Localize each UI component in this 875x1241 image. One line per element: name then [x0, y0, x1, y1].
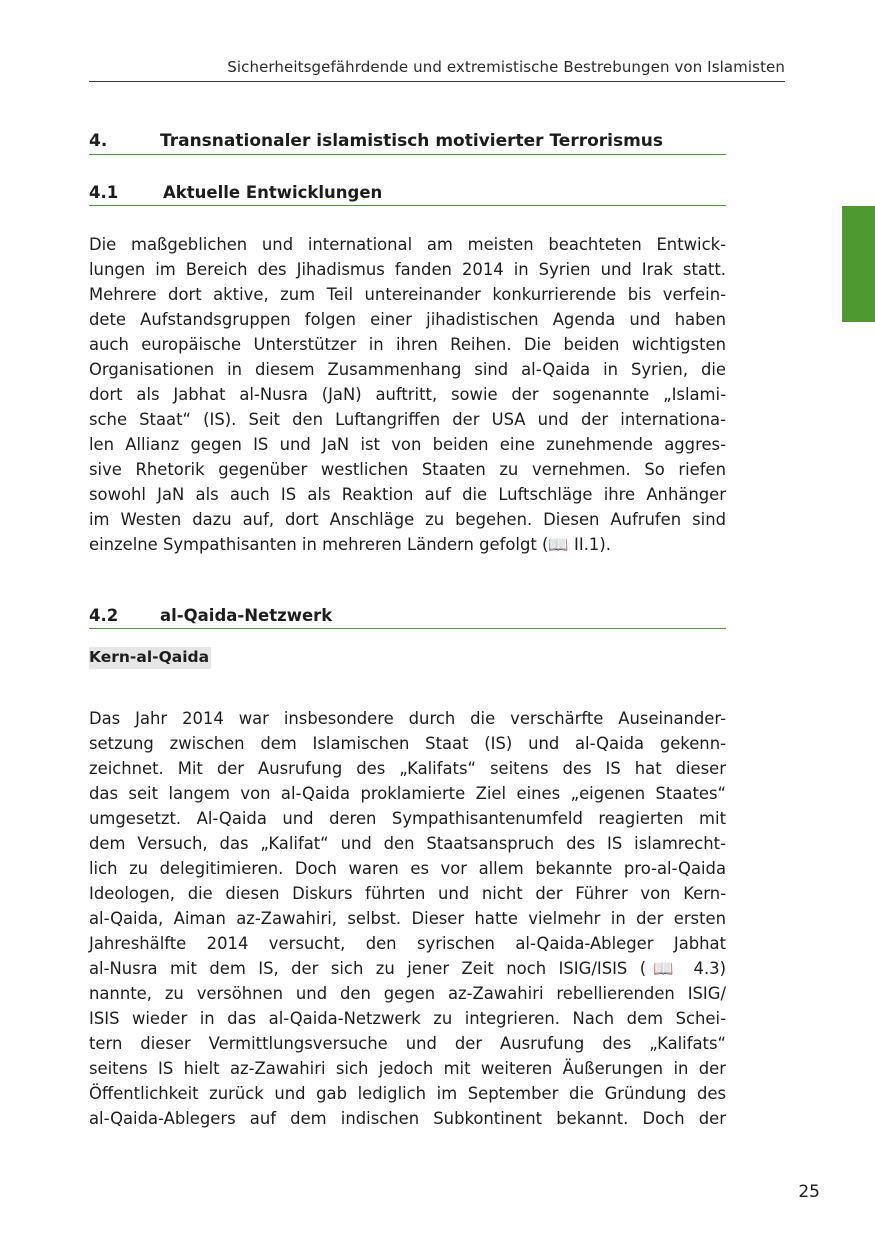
text-line: auch europäische Unterstützer in ihren Reihen. Die beiden wichtigsten: [89, 335, 726, 354]
text-line: Organisationen in diesem Zusammenhang sind al-Qaida in Syrien, die: [89, 360, 726, 379]
text-line: al-Nusra mit dem IS, der sich zu jener Zeit noch ISIG/ISIS (📖 4.3): [89, 959, 726, 978]
text-line: Jahreshälfte 2014 versucht, den syrischen al-Qaida-Ableger Jabhat: [89, 934, 726, 953]
text-line: tern dieser Vermittlungsversuche und der Ausrufung des „Kalifats“: [89, 1034, 726, 1053]
paragraph-aktuelle-entwicklungen: [89, 232, 726, 557]
text-line: Ideologen, die diesen Diskurs führten und nicht der Führer von Kern-: [89, 884, 726, 903]
text-line: Die maßgeblichen und international am meisten beachteten Entwick-: [89, 235, 726, 254]
text-line: len Allianz gegen IS und JaN ist von beiden eine zunehmende aggres-: [89, 435, 726, 454]
text-line: dort als Jabhat al-Nusra (JaN) auftritt, sowie der sogenannte „Islami-: [89, 385, 726, 404]
text-line: nannte, zu versöhnen und den gegen az-Zawahiri rebellierenden ISIG/: [89, 984, 726, 1003]
text-line: dem Versuch, das „Kalifat“ und den Staatsanspruch des IS islamrecht-: [89, 834, 726, 853]
text-line: das seit langem von al-Qaida proklamierte Ziel eines „eigenen Staates“: [89, 784, 726, 803]
page-number: 25: [798, 1182, 820, 1202]
subsection-title: al-Qaida-Netzwerk: [160, 606, 333, 625]
text-line: al-Qaida, Aiman az-Zawahiri, selbst. Dieser hatte vielmehr in der ersten: [89, 909, 726, 928]
header-rule: [89, 81, 785, 82]
subsection-heading-4-2: [89, 606, 726, 629]
subsection-number: 4.2: [89, 606, 119, 625]
text-line: Das Jahr 2014 war insbesondere durch die verschärfte Auseinander-: [89, 709, 726, 728]
running-header: Sicherheitsgefährdende und extremistische Bestrebungen von Islamisten: [227, 58, 785, 76]
text-line: ISIS wieder in das al-Qaida-Netzwerk zu integrieren. Nach dem Schei-: [89, 1009, 726, 1028]
text-line: zeichnet. Mit der Ausrufung des „Kalifats“ seitens des IS hat dieser: [89, 759, 726, 778]
text-line: setzung zwischen dem Islamischen Staat (IS) und al-Qaida gekenn-: [89, 734, 726, 753]
text-line: sive Rhetorik gegenüber westlichen Staaten zu vernehmen. So riefen: [89, 460, 726, 479]
subsection-heading-4-1: [89, 183, 726, 206]
chapter-tab-marker: [842, 206, 875, 322]
text-line: Öffentlichkeit zurück und gab lediglich im September die Gründung des: [89, 1084, 726, 1103]
text-line: umgesetzt. Al-Qaida und deren Sympathisantenumfeld reagierten mit: [89, 809, 726, 828]
text-line: seitens IS hielt az-Zawahiri sich jedoch mit weiteren Äußerungen in der: [89, 1059, 726, 1078]
text-line: Mehrere dort aktive, zum Teil untereinander konkurrierende bis verfein-: [89, 285, 726, 304]
paragraph-kern-al-qaida: [89, 706, 726, 1131]
text-line: lich zu delegitimieren. Doch waren es vor allem bekannte pro-al-Qaida: [89, 859, 726, 878]
section-number: 4.: [89, 131, 108, 151]
text-line: sche Staat“ (IS). Seit den Luftangriffen der USA und der internationa-: [89, 410, 726, 429]
text-line: einzelne Sympathisanten in mehreren Ländern gefolgt (📖 II.1).: [89, 535, 611, 554]
text-line: sowohl JaN als auch IS als Reaktion auf die Luftschläge ihre Anhänger: [89, 485, 726, 504]
subsection-title: Aktuelle Entwicklungen: [163, 183, 383, 202]
text-line: al-Qaida-Ablegers auf dem indischen Subkontinent bekannt. Doch der: [89, 1109, 726, 1128]
text-line: lungen im Bereich des Jihadismus fanden 2014 in Syrien und Irak statt.: [89, 260, 726, 279]
subsection-number: 4.1: [89, 183, 119, 202]
section-title: Transnationaler islamistisch motivierter Terrorismus: [160, 131, 664, 151]
subheading-kern-al-qaida: Kern-al-Qaida: [89, 647, 211, 669]
text-line: im Westen dazu auf, dort Anschläge zu begehen. Diesen Aufrufen sind: [89, 510, 726, 529]
text-line: dete Aufstandsgruppen folgen einer jihadistischen Agenda und haben: [89, 310, 726, 329]
section-heading: [89, 131, 726, 155]
